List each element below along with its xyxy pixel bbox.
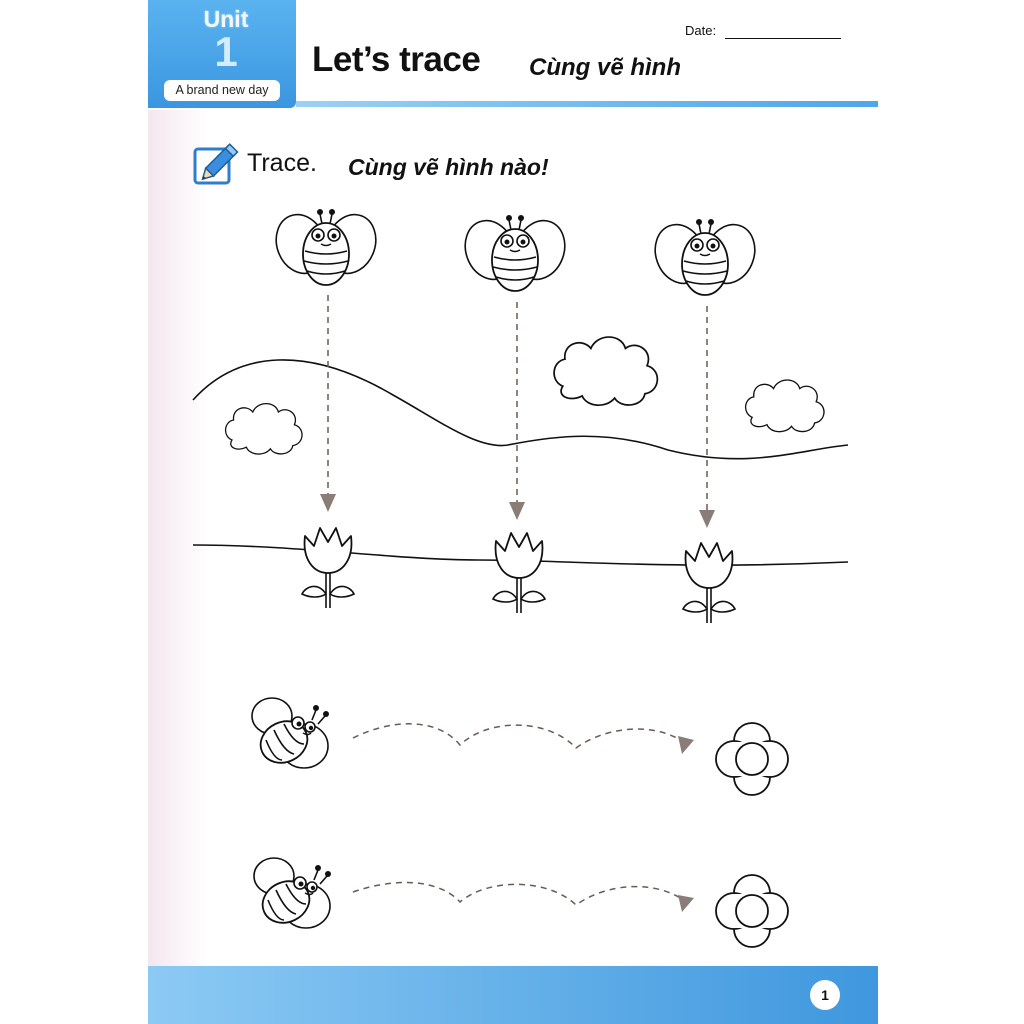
- arrow-head-icon: [699, 510, 715, 528]
- page-number-badge: 1: [810, 980, 840, 1010]
- worksheet-page: [148, 0, 878, 1024]
- date-label: Date:: [685, 23, 717, 38]
- instruction-label: Trace.: [247, 149, 317, 177]
- arrow-head-icon: [678, 895, 694, 912]
- trace-path-horizontal: [353, 724, 686, 748]
- tracing-artwork: [148, 0, 878, 1024]
- bee-icon: [647, 218, 763, 295]
- bee-icon: [252, 698, 329, 770]
- cloud-icon: [554, 337, 657, 405]
- trace-path-horizontal: [353, 883, 686, 905]
- page-title-vietnamese: Cùng vẽ hình: [529, 54, 681, 81]
- cloud-icon: [226, 404, 302, 454]
- tulip-icon: [493, 533, 545, 613]
- arrow-head-icon: [509, 502, 525, 520]
- bee-icon: [457, 214, 573, 291]
- unit-word: Unit: [203, 6, 249, 32]
- bee-icon: [254, 858, 331, 930]
- footer-bar: [148, 966, 878, 1024]
- instruction-label-vietnamese: Cùng vẽ hình nào!: [348, 154, 549, 180]
- flower-icon: [716, 723, 788, 795]
- tulip-icon: [302, 528, 354, 608]
- cloud-icon: [746, 380, 824, 432]
- unit-number: 1: [214, 28, 238, 75]
- unit-subtitle: A brand new day: [164, 80, 280, 101]
- arrow-head-icon: [320, 494, 336, 512]
- bee-icon: [268, 208, 384, 285]
- tulip-icon: [683, 543, 735, 623]
- arrow-head-icon: [678, 736, 694, 754]
- flower-icon: [716, 875, 788, 947]
- page-title: Let’s trace: [312, 40, 481, 79]
